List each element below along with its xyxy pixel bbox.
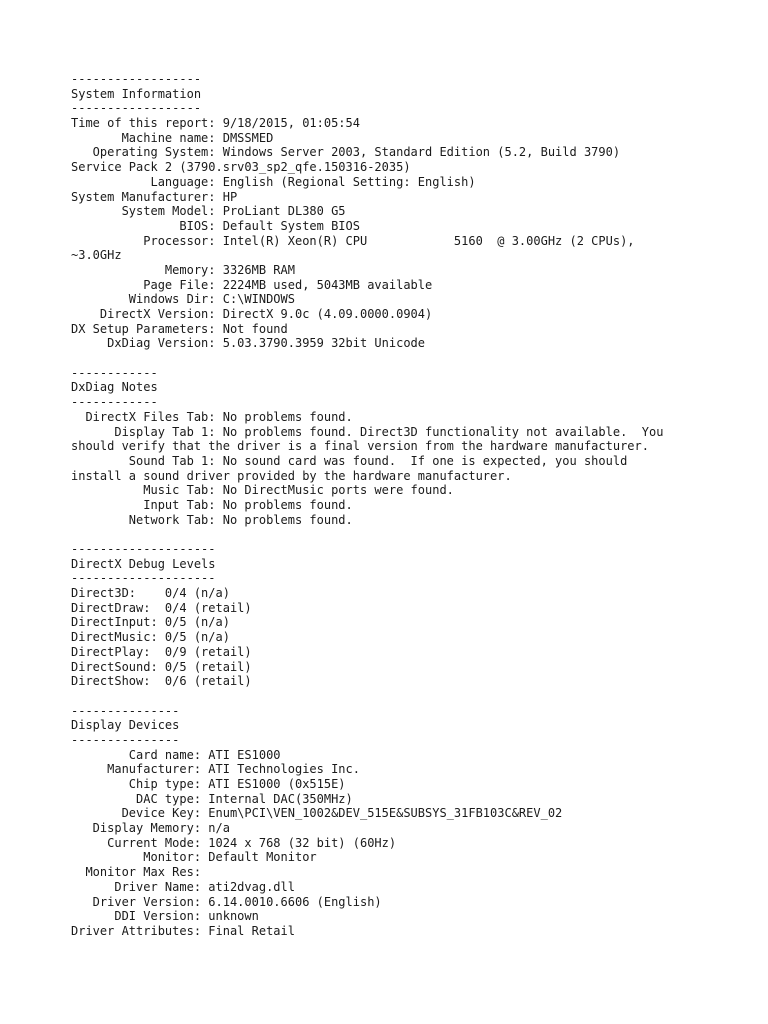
report-line: Operating System: Windows Server 2003, Standard Edition (5.2, Build 3790) bbox=[71, 145, 621, 160]
section-rule-top: ------------------ bbox=[71, 72, 202, 86]
section-directx-debug-levels bbox=[71, 542, 761, 689]
report-line: should verify that the driver is a final version from the hardware manufacturer. bbox=[71, 439, 649, 454]
report-line: Manufacturer: ATI Technologies Inc. bbox=[71, 762, 360, 777]
report-line: Driver Version: 6.14.0010.6606 (English) bbox=[71, 894, 382, 909]
report-line: DirectMusic: 0/5 (n/a) bbox=[71, 630, 230, 645]
report-line: Direct3D: 0/4 (n/a) bbox=[71, 586, 230, 601]
section-rule-bottom: -------------------- bbox=[71, 571, 216, 586]
report-line: Page File: 2224MB used, 5043MB available bbox=[71, 277, 433, 292]
report-line: DirectPlay: 0/9 (retail) bbox=[71, 644, 252, 659]
report-line: DirectDraw: 0/4 (retail) bbox=[71, 600, 252, 615]
report-line: DX Setup Parameters: Not found bbox=[71, 321, 288, 336]
report-line: DirectShow: 0/6 (retail) bbox=[71, 674, 252, 689]
report-line: Memory: 3326MB RAM bbox=[71, 262, 295, 277]
report-line: DirectX Files Tab: No problems found. bbox=[71, 409, 353, 424]
report-line: Machine name: DMSSMED bbox=[71, 130, 274, 145]
section-rule-bottom: ------------ bbox=[71, 395, 158, 410]
report-line: Device Key: Enum\PCI\VEN_1002&DEV_515E&SUBSYS_31FB103C&REV_02 bbox=[71, 806, 563, 821]
report-line: BIOS: Default System BIOS bbox=[71, 218, 360, 233]
report-line: ~3.0GHz bbox=[71, 248, 122, 263]
report-line: Chip type: ATI ES1000 (0x515E) bbox=[71, 777, 346, 791]
section-rule-top: ------------ bbox=[71, 365, 158, 380]
dxdiag-report-document bbox=[71, 72, 761, 939]
section-title: DirectX Debug Levels bbox=[71, 556, 216, 571]
report-line: Driver Name: ati2dvag.dll bbox=[71, 879, 295, 894]
report-line: System Manufacturer: HP bbox=[71, 189, 238, 204]
report-line: Network Tab: No problems found. bbox=[71, 512, 353, 527]
section-title: System Information bbox=[71, 86, 202, 101]
section-rule-top: -------------------- bbox=[71, 542, 216, 556]
report-line: Display Tab 1: No problems found. Direct3D functionality not available. You bbox=[71, 424, 664, 439]
report-line: Sound Tab 1: No sound card was found. If one is expected, you should bbox=[71, 453, 628, 468]
report-line: Input Tab: No problems found. bbox=[71, 497, 353, 512]
report-line: DxDiag Version: 5.03.3790.3959 32bit Unicode bbox=[71, 336, 426, 351]
section-rule-bottom: --------------- bbox=[71, 732, 180, 747]
report-line: Monitor: Default Monitor bbox=[71, 850, 317, 865]
report-line: Time of this report: 9/18/2015, 01:05:54 bbox=[71, 116, 360, 131]
section-dxdiag-notes bbox=[71, 366, 761, 528]
report-line: Music Tab: No DirectMusic ports were found. bbox=[71, 483, 454, 498]
section-title: DxDiag Notes bbox=[71, 380, 158, 395]
report-line: Current Mode: 1024 x 768 (32 bit) (60Hz) bbox=[71, 835, 397, 850]
section-system-information bbox=[71, 72, 761, 351]
section-spacer bbox=[71, 527, 761, 542]
section-rule-bottom: ------------------ bbox=[71, 101, 202, 116]
report-line: Monitor Max Res: bbox=[71, 865, 209, 880]
section-spacer bbox=[71, 689, 761, 704]
section-title: Display Devices bbox=[71, 718, 180, 733]
report-line: DirectInput: 0/5 (n/a) bbox=[71, 615, 230, 630]
report-line: Display Memory: n/a bbox=[71, 821, 230, 836]
section-rule-top: --------------- bbox=[71, 703, 180, 718]
report-line: System Model: ProLiant DL380 G5 bbox=[71, 204, 346, 219]
section-spacer bbox=[71, 351, 761, 366]
report-line: install a sound driver provided by the hardware manufacturer. bbox=[71, 468, 512, 483]
report-line: DirectX Version: DirectX 9.0c (4.09.0000.0904) bbox=[71, 307, 433, 321]
report-line: Windows Dir: C:\WINDOWS bbox=[71, 292, 295, 307]
report-line: Processor: Intel(R) Xeon(R) CPU 5160 @ 3.00GHz (2 CPUs), bbox=[71, 233, 635, 248]
report-line: Driver Attributes: Final Retail bbox=[71, 923, 295, 938]
report-line: DAC type: Internal DAC(350MHz) bbox=[71, 791, 353, 806]
report-line: Service Pack 2 (3790.srv03_sp2_qfe.150316-2035) bbox=[71, 160, 411, 175]
section-display-devices bbox=[71, 704, 761, 939]
report-line: DDI Version: unknown bbox=[71, 909, 259, 924]
report-line: Language: English (Regional Setting: English) bbox=[71, 174, 476, 189]
report-line: Card name: ATI ES1000 bbox=[71, 747, 281, 762]
report-line: DirectSound: 0/5 (retail) bbox=[71, 659, 252, 674]
